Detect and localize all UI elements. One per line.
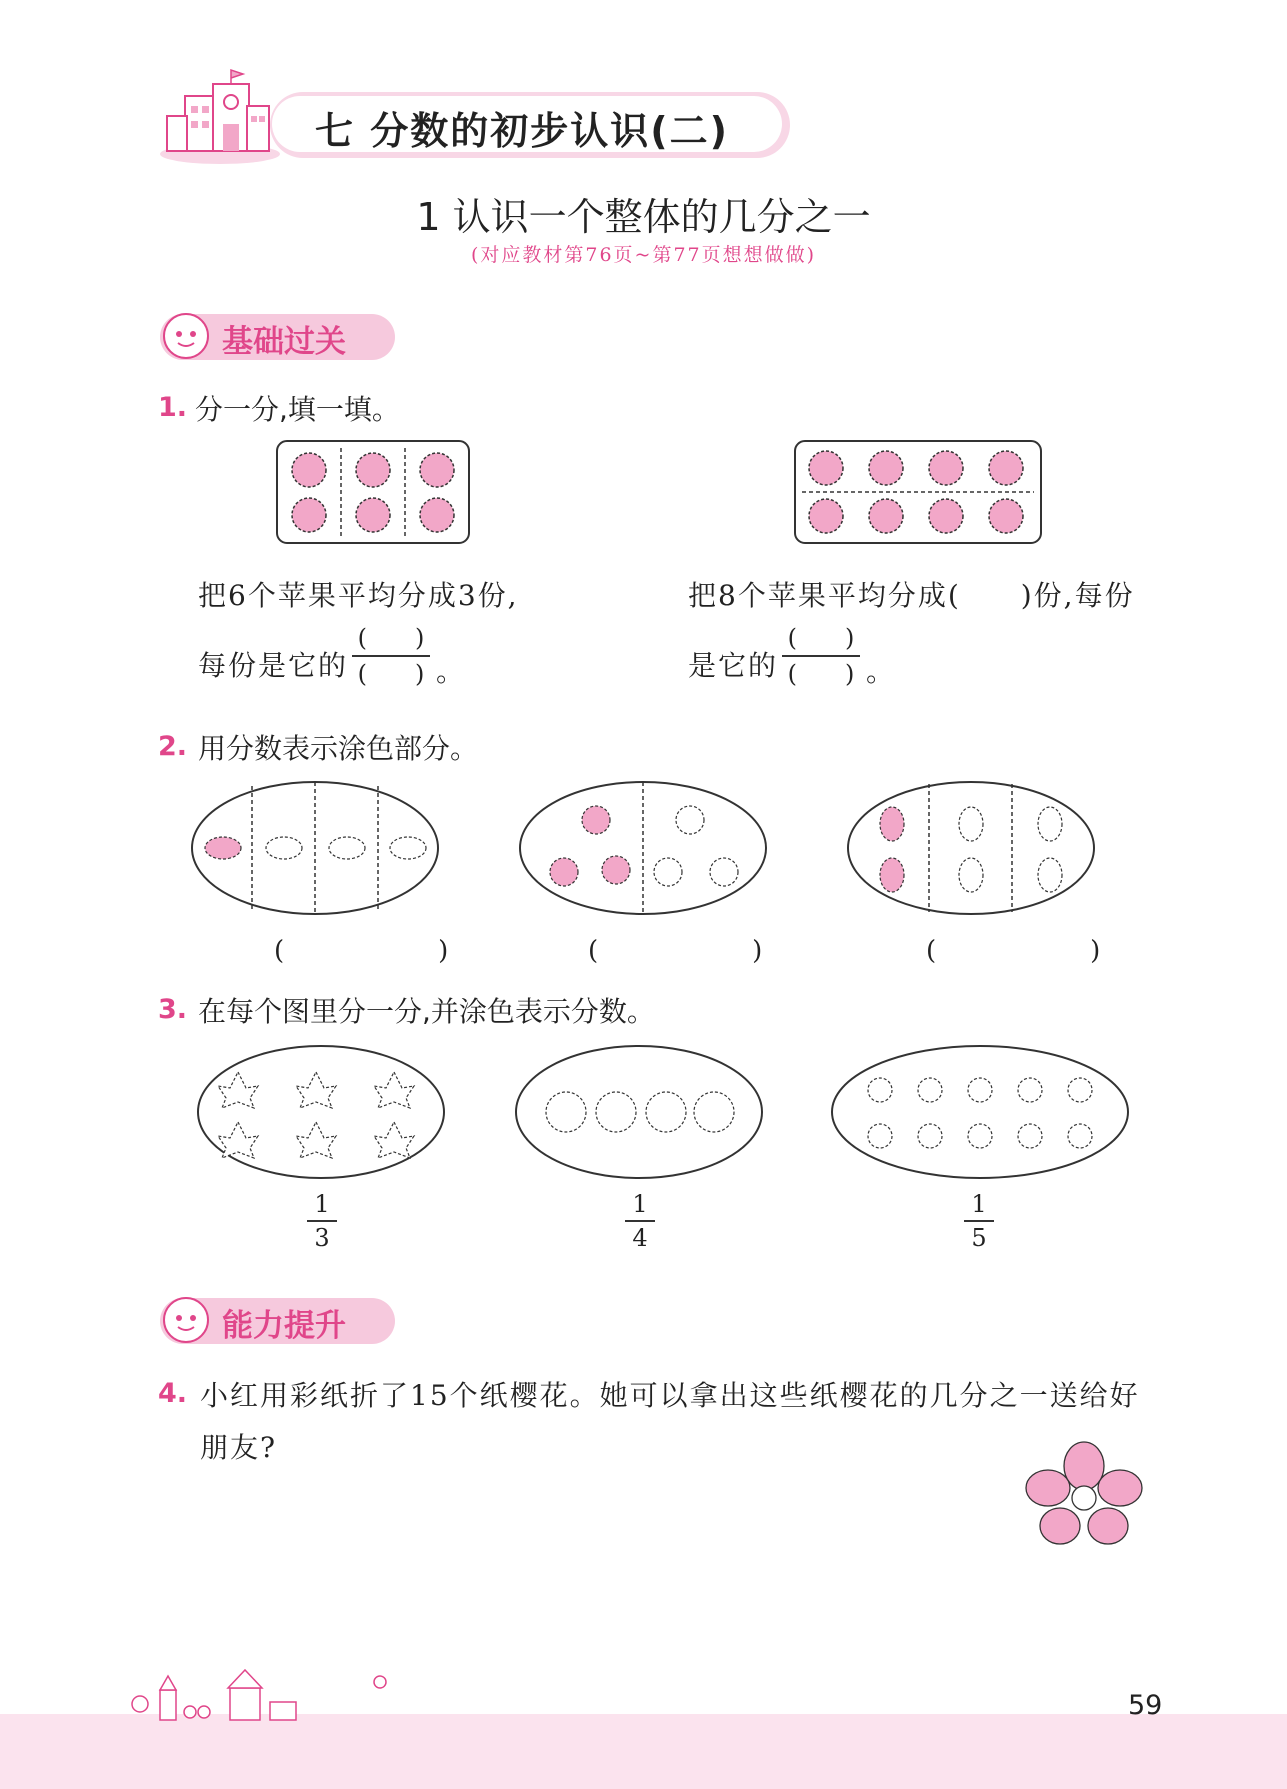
- question-1-prompt: 分一分,填一填。: [195, 393, 400, 426]
- maple-leaf-oval[interactable]: [196, 1044, 446, 1184]
- question-3-number: 3.: [158, 994, 188, 1025]
- q2-answer-2[interactable]: ( ): [588, 936, 797, 966]
- bird-oval: [190, 780, 440, 920]
- q2-answer-3[interactable]: ( ): [926, 936, 1135, 966]
- chapter-title: 七 分数的初步认识(二): [315, 109, 729, 153]
- lesson-subtitle: (对应教材第76页~第77页想想做做): [470, 244, 817, 266]
- section-basic-label: 基础过关: [222, 324, 346, 360]
- q1-left-line1: 把6个苹果平均分成3份,: [198, 579, 519, 612]
- q1-left-period: 。: [436, 655, 467, 688]
- q3-fraction-1: 1 3: [307, 1190, 337, 1252]
- question-3-prompt: 在每个图里分一分,并涂色表示分数。: [198, 995, 655, 1028]
- snail-oval[interactable]: [830, 1044, 1130, 1184]
- mascot-icon: [160, 310, 212, 366]
- q3-fraction-2: 1 4: [625, 1190, 655, 1252]
- building-illustration-icon: [155, 66, 285, 170]
- mascot-icon: [160, 1294, 212, 1350]
- q1-left-fraction-blank[interactable]: ( ) ( ): [352, 624, 430, 688]
- peach-oval[interactable]: [514, 1044, 764, 1184]
- question-4-number: 4.: [158, 1378, 188, 1409]
- lesson-title: 1 认识一个整体的几分之一: [416, 195, 871, 239]
- question-1-number: 1.: [158, 392, 188, 423]
- question-4-line2: 朋友?: [200, 1431, 278, 1464]
- apple-box-six: [276, 440, 470, 548]
- pear-oval: [846, 780, 1096, 920]
- q1-left-line2: 每份是它的: [198, 649, 349, 682]
- q2-answer-1[interactable]: ( ): [274, 936, 483, 966]
- q3-fraction-3: 1 5: [964, 1190, 994, 1252]
- question-2-number: 2.: [158, 731, 188, 762]
- q1-right-fraction-blank[interactable]: ( ) ( ): [782, 624, 860, 688]
- q1-right-line1: 把8个苹果平均分成( )份,每份: [688, 579, 1135, 612]
- section-advanced-label: 能力提升: [222, 1308, 346, 1344]
- question-4-line1: 小红用彩纸折了15个纸樱花。她可以拿出这些纸樱花的几分之一送给好: [200, 1379, 1140, 1412]
- q1-right-line2: 是它的: [688, 649, 779, 682]
- page-number: 59: [1128, 1690, 1163, 1721]
- town-skyline-icon: [120, 1664, 410, 1728]
- q1-right-period: 。: [866, 655, 897, 688]
- question-2-prompt: 用分数表示涂色部分。: [198, 732, 479, 765]
- apple-box-eight: [794, 440, 1042, 548]
- cat-oval: [518, 780, 768, 920]
- cherry-blossom-icon: [1024, 1440, 1144, 1554]
